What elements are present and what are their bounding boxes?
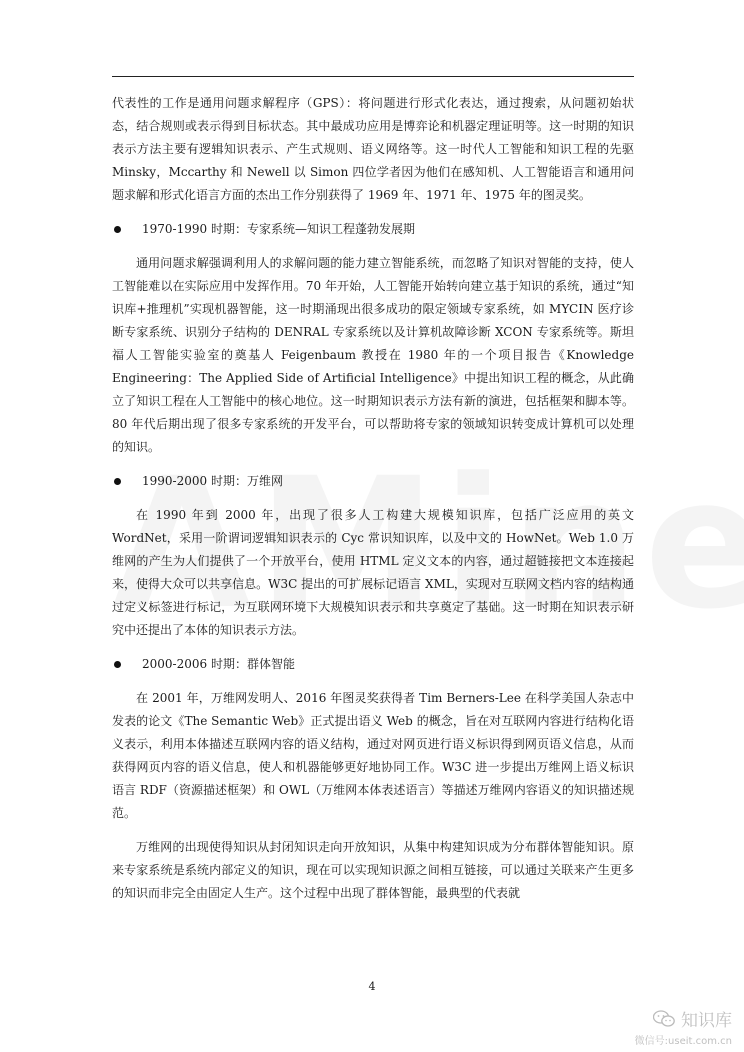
section-heading <box>112 218 634 241</box>
section-heading <box>112 470 634 493</box>
header-rule <box>112 76 634 77</box>
paragraph: 在 2001 年，万维网发明人、2016 年图灵奖获得者 Tim Berners-Lee 在科学美国人杂志中发表的论文《The Semantic Web》正式提出语义 Web 的概念，旨在对互联网内容进行结构化语义表示，利用本体描述互联网内容的语义结构，通过对网页进行语义标识得到网页语义信息，从而获得网页内容的语义信息，使人和机器能够更好地协同工作。W3C 进一步提出万维网上语义标识语言 RDF（资源描述框架）和 OWL（万维网本体表述语言）等描述万维网内容语义的知识描述规范。 <box>112 691 634 820</box>
section-heading <box>112 653 634 676</box>
paragraph: 在 1990 年到 2000 年，出现了很多人工构建大规模知识库，包括广泛应用的英文 WordNet，采用一阶谓词逻辑知识表示的 Cyc 常识知识库，以及中文的 HowNet。Web 1.0 万维网的产生为人们提供了一个开放平台，使用 HTML 定义文本的内容，通过超链接把文本连接起来，使得大众可以共享信息。W3C 提出的可扩展标记语言 XML，实现对互联网文档内容的结构通过定义标签进行标记，为互联网环境下大规模知识表示和共享奠定了基础。这一时期在知识表示研究中还提出了本体的知识表示方法。 <box>112 508 634 637</box>
brand-watermark <box>635 1006 732 1047</box>
paragraph: 万维网的出现使得知识从封闭知识走向开放知识，从集中构建知识成为分布群体智能知识。原来专家系统是系统内部定义的知识，现在可以实现知识源之间相互链接，可以通过关联来产生更多的知识而非完全由固定人生产。这个过程中出现了群体智能，最典型的代表就 <box>112 840 634 900</box>
brand-name-row <box>635 1006 732 1031</box>
section-heading-text: 2000-2006 时期：群体智能 <box>142 657 295 671</box>
brand-name: 知识库 <box>681 1011 732 1031</box>
wechat-icon <box>653 1010 675 1028</box>
paragraph: 代表性的工作是通用问题求解程序（GPS）：将问题进行形式化表达，通过搜索，从问题初始状态，结合规则或表示得到目标状态。其中最成功应用是博弈论和机器定理证明等。这一时期的知识表示方法主要有逻辑知识表示、产生式规则、语义网络等。这一时代人工智能和知识工程的先驱 Minsky，Mccarthy 和 Newell 以 Simon 四位学者因为他们在感知机、人工智能语言和通用问题求解和形式化语言方面的杰出工作分别获得了 1969 年、1971 年、1975 年的图灵奖。 <box>112 96 634 202</box>
brand-subtitle: 微信号:useit.com.cn <box>634 1036 732 1047</box>
paragraph: 通用问题求解强调利用人的求解问题的能力建立智能系统，而忽略了知识对智能的支持，使人工智能难以在实际应用中发挥作用。70 年开始，人工智能开始转向建立基于知识的系统，通过“知识库+推理机”实现机器智能，这一时期涌现出很多成功的限定领域专家系统，如 MYCIN 医疗诊断专家系统、识别分子结构的 DENRAL 专家系统以及计算机故障诊断 XCON 专家系统等。斯坦福人工智能实验室的奠基人 Feigenbaum 教授在 1980 年的一个项目报告《Knowledge Engineering：The Applied Side of Artificial Intelligence》中提出知识工程的概念，从此确立了知识工程在人工智能中的核心地位。这一时期知识表示方法有新的演进，包括框架和脚本等。80 年代后期出现了很多专家系统的开发平台，可以帮助将专家的领域知识转变成计算机可以处理的知识。 <box>112 256 634 454</box>
section-heading-text: 1970-1990 时期：专家系统—知识工程蓬勃发展期 <box>142 222 415 236</box>
bullet-icon <box>114 226 121 233</box>
bullet-icon <box>114 478 121 485</box>
page-content <box>112 92 634 916</box>
bullet-icon <box>114 661 121 668</box>
page-number: 4 <box>368 980 376 993</box>
section-heading-text: 1990-2000 时期：万维网 <box>142 474 283 488</box>
